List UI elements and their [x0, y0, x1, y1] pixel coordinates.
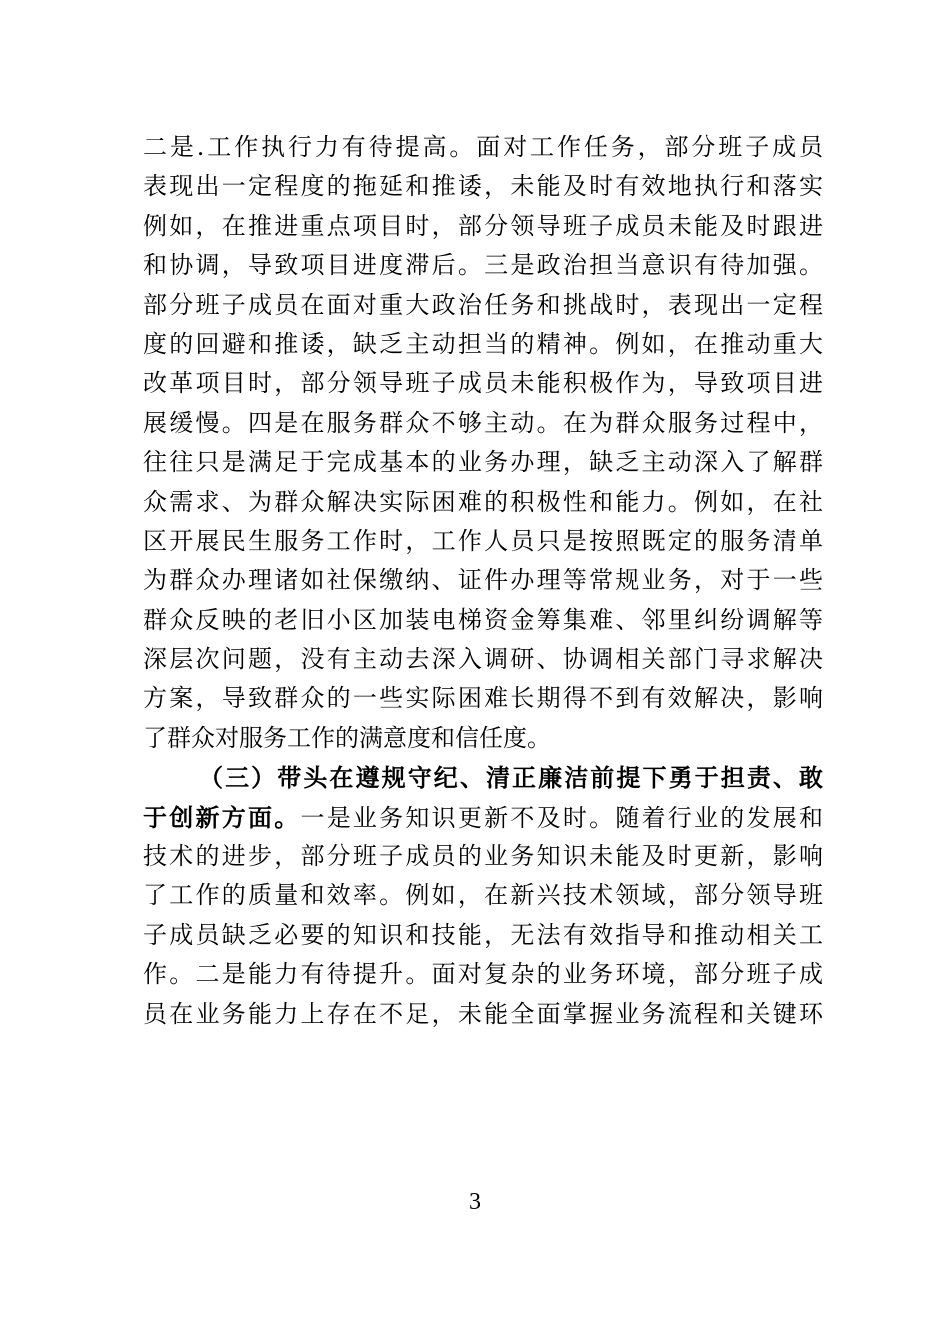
text-line: 技术的进步，部分班子成员的业务知识未能及时更新，影响 — [143, 842, 823, 871]
text-line: 二是.工作执行力有待提高。面对工作任务，部分班子成员 — [143, 133, 823, 161]
page-number: 3 — [469, 1189, 481, 1215]
text-line: 和协调，导致项目进度滞后。三是政治担当意识有待加强。 — [143, 251, 823, 280]
body-text — [143, 128, 823, 1034]
text-line: 区开展民生服务工作时，工作人员只是按照既定的服务清单 — [143, 526, 823, 555]
section-first-line — [143, 798, 823, 837]
text-line: 作。二是能力有待提升。面对复杂的业务环境，部分班子成 — [143, 960, 823, 989]
text-line: 子成员缺乏必要的知识和技能，无法有效指导和推动相关工 — [143, 920, 823, 949]
section-text: 一是业务知识更新不及时。随着行业的发展和 — [300, 803, 824, 832]
text-line: 方案，导致群众的一些实际困难长期得不到有效解决，影响 — [143, 684, 823, 713]
text-line: 深层次问题，没有主动去深入调研、协调相关部门寻求解决 — [143, 645, 823, 674]
text-line: 往往只是满足于完成基本的业务办理，缺乏主动深入了解群 — [143, 448, 823, 477]
section-heading-continued: 于创新方面。 — [143, 802, 301, 832]
text-line: 例如，在推进重点项目时，部分领导班子成员未能及时跟进 — [143, 211, 823, 240]
text-line: 众需求、为群众解决实际困难的积极性和能力。例如，在社 — [143, 487, 823, 516]
text-line: 为群众办理诸如社保缴纳、证件办理等常规业务，对于一些 — [143, 566, 823, 595]
text-line: 员在业务能力上存在不足，未能全面掌握业务流程和关键环 — [143, 999, 823, 1028]
text-line: 表现出一定程度的拖延和推诿，未能及时有效地执行和落实 — [143, 172, 823, 201]
text-line: 了群众对服务工作的满意度和信任度。 — [143, 723, 551, 752]
section-heading: （三）带头在遵规守纪、清正廉洁前提下勇于担责、敢 — [199, 763, 823, 793]
text-line: 部分班子成员在面对重大政治任务和挑战时，表现出一定程 — [143, 290, 823, 319]
text-line: 改革项目时，部分领导班子成员未能积极作为，导致项目进 — [143, 369, 823, 398]
text-line: 展缓慢。四是在服务群众不够主动。在为群众服务过程中， — [143, 408, 823, 437]
text-line: 度的回避和推诿，缺乏主动担当的精神。例如，在推动重大 — [143, 329, 823, 358]
text-line: 了工作的质量和效率。例如，在新兴技术领域，部分领导班 — [143, 881, 823, 910]
text-line: 群众反映的老旧小区加装电梯资金筹集难、邻里纠纷调解等 — [143, 605, 823, 634]
